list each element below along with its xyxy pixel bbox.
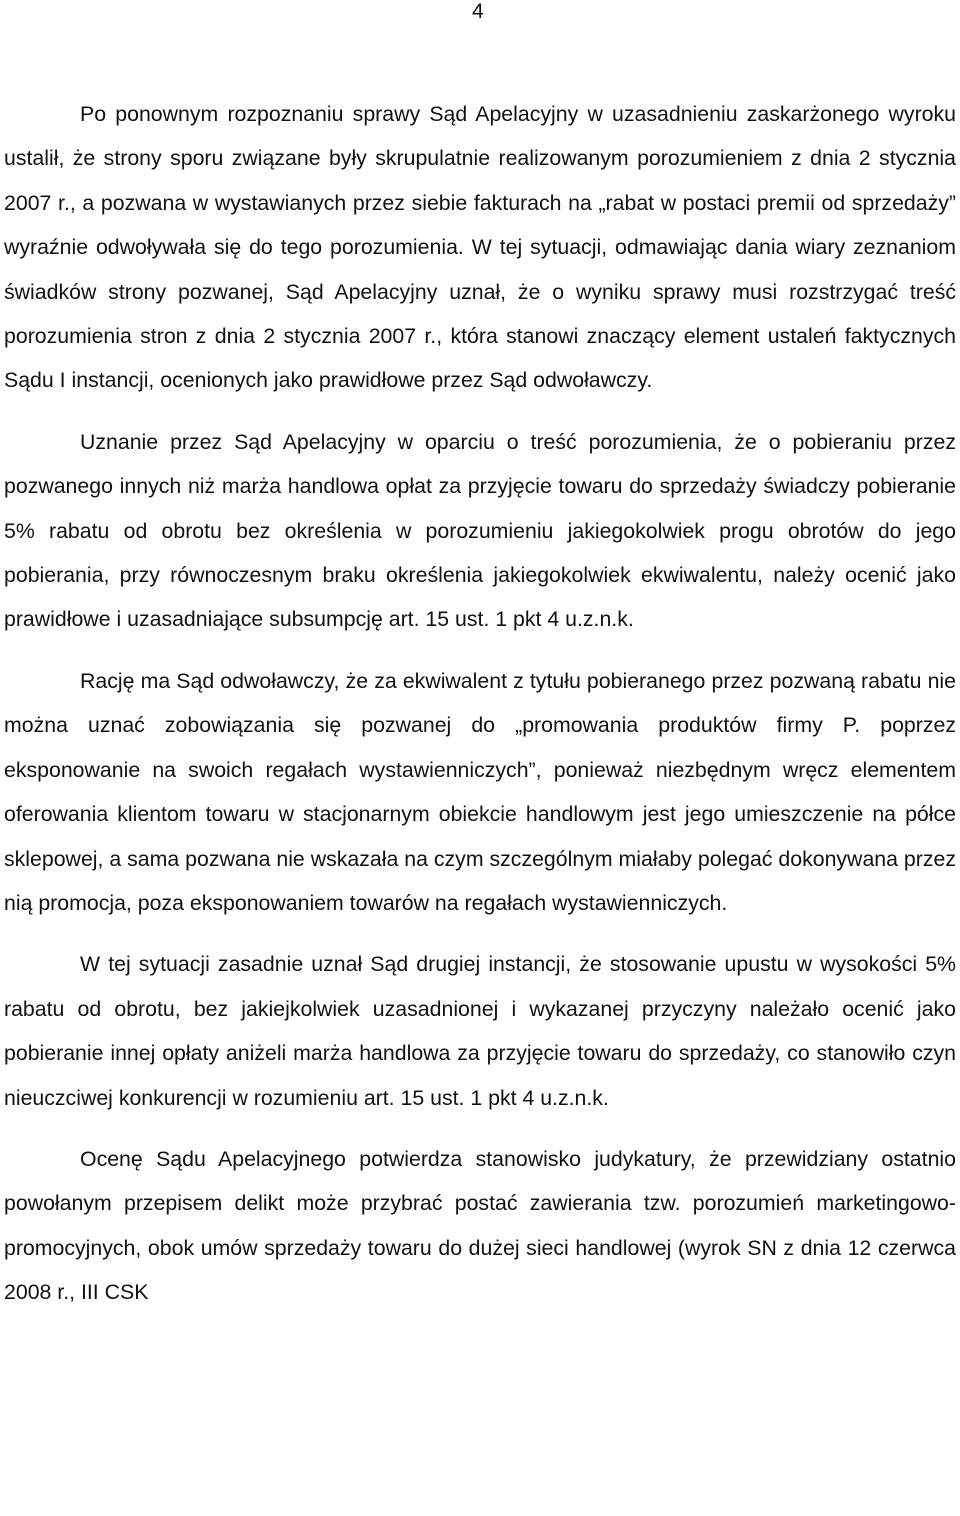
document-body (4, 92, 956, 1315)
paragraph-1: Po ponownym rozpoznaniu sprawy Sąd Apelacyjny w uzasadnieniu zaskarżonego wyroku ustalił, że strony sporu związane były skrupulatnie realizowanym porozumieniem z dnia 2 stycznia 2007 r., a pozwana w wystawianych przez siebie fakturach na „rabat w postaci premii od sprzedaży” wyraźnie odwoływała się do tego porozumienia. W tej sytuacji, odmawiając dania wiary zeznaniom świadków strony pozwanej, Sąd Apelacyjny uznał, że o wyniku sprawy musi rozstrzygać treść porozumienia stron z dnia 2 stycznia 2007 r., która stanowi znaczący element ustaleń faktycznych Sądu I instancji, ocenionych jako prawidłowe przez Sąd odwoławczy. (4, 102, 956, 393)
paragraph-3: Rację ma Sąd odwoławczy, że za ekwiwalent z tytułu pobieranego przez pozwaną rabatu nie można uznać zobowiązania się pozwanej do „promowania produktów firmy P. poprzez eksponowanie na swoich regałach wystawienniczych”, ponieważ niezbędnym wręcz elementem oferowania klientom towaru w stacjonarnym obiekcie handlowym jest jego umieszczenie na półce sklepowej, a sama pozwana nie wskazała na czym szczególnym miałaby polegać dokonywana przez nią promocja, poza eksponowaniem towarów na regałach wystawienniczych. (4, 668, 956, 915)
paragraph-2: Uznanie przez Sąd Apelacyjny w oparciu o treść porozumienia, że o pobieraniu przez pozwanego innych niż marża handlowa opłat za przyjęcie towaru do sprzedaży świadczy pobieranie 5% rabatu od obrotu bez określenia w porozumieniu jakiegokolwiek progu obrotów do jego pobierania, przy równoczesnym braku określenia jakiegokolwiek ekwiwalentu, należy ocenić jako prawidłowe i uzasadniające subsumpcję art. 15 ust. 1 pkt 4 u.z.n.k. (4, 429, 956, 632)
paragraph-4: W tej sytuacji zasadnie uznał Sąd drugiej instancji, że stosowanie upustu w wysokości 5% rabatu od obrotu, bez jakiejkolwiek uzasadnionej i wykazanej przyczyny należało ocenić jako pobieranie innej opłaty aniżeli marża handlowa za przyjęcie towaru do sprzedaży, co stanowiło czyn nieuczciwej konkurencji w rozumieniu art. 15 ust. 1 pkt 4 u.z.n.k. (4, 952, 956, 1110)
page-number: 4 (472, 0, 484, 23)
paragraph-5: Ocenę Sądu Apelacyjnego potwierdza stanowisko judykatury, że przewidziany ostatnio powołanym przepisem delikt może przybrać postać zawierania tzw. porozumień marketingowo-promocyjnych, obok umów sprzedaży towaru do dużej sieci handlowej (wyrok SN z dnia 12 czerwca 2008 r., III CSK (4, 1146, 956, 1305)
